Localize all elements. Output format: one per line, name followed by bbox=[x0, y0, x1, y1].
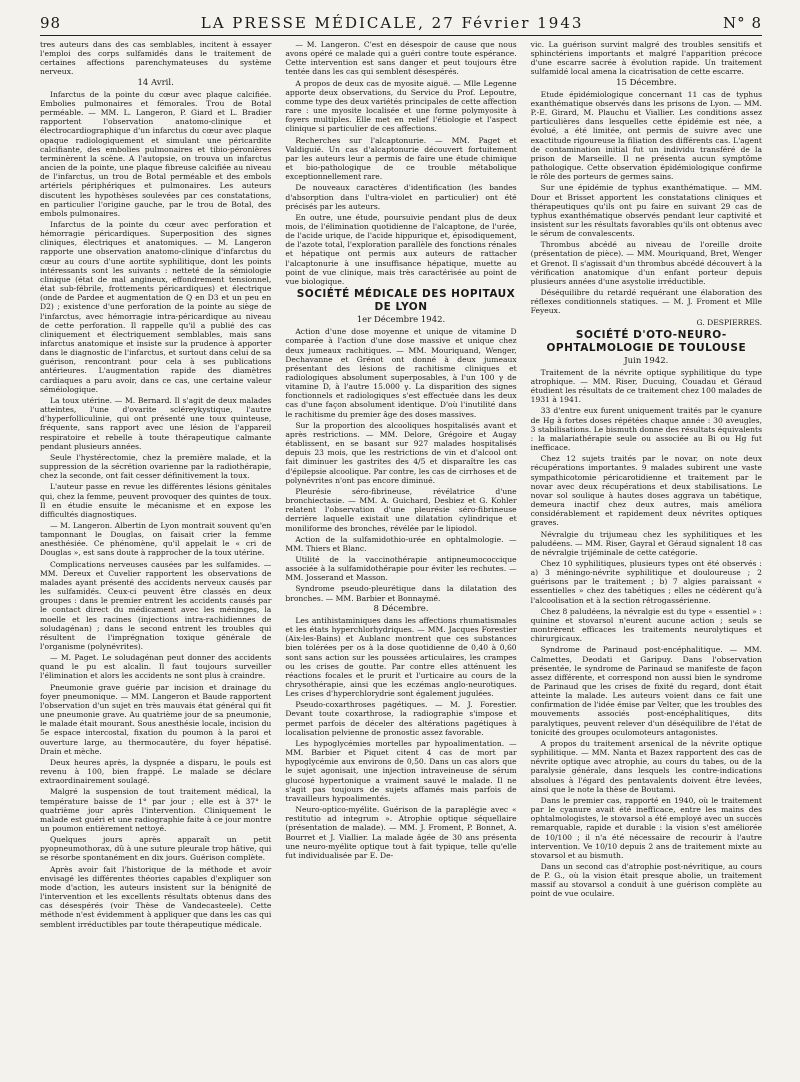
session-date: 14 Avril. bbox=[137, 77, 174, 88]
article-paragraph: A propos du traitement arsenical de la névrite optique syphilitique. — MM. Nanta et Bazex rapportent des cas de névrite optique avec atrophie, au cours du tabes, ou de la paralysie générale, dans lesquels les contre-indications absolues à l'égard des pentavalents doivent être levées, ainsi que le note la thèse de Boutami. bbox=[530, 738, 762, 794]
article-paragraph: A propos de deux cas de myosite aiguë. — Mlle Legenne apporte deux observations, du Service du Prof. Lepoutre, comme type des deux variétés principales de cette affection rare : une myosite localisée et une forme polymyosite à foyers multiples. Elle met en relief l'étiologie et l'aspect clinique si particulier de ces affections. bbox=[285, 78, 517, 134]
article-paragraph: Infarctus de la pointe du cœur avec perforation et hémorragie péricardiques. Superposition des signes cliniques, électriques et anatomiques. — M. Langeron rapporte une observation anatomo-clinique d'infarctus du cœur au cours d'une aortite syphilitique, dont les points intéressants sont les suivants : netteté de la sémiologie clinique (état de mal angineux, effondrement tensionnel, état sub-fébrile, frottements péricardiques) et électrique (onde de Pardee et augmentation de Q en D3 et un peu en D2) ; existence d'une perforation de la pointe au siège de l'infarctus, avec hémorragie intra-péricardique au niveau de cette perforation. Il rappelle qu'il a publié des cas cliniquement et électriquement semblables, mais sans infarctus anatomique et insiste sur la prudence à apporter dans le diagnostic de l'infarctus, et surtout dans celui de sa guérison, rencontrant pour cela à ses publications antérieures. L'augmentation rapide des diamètres cardiaques a paru avoir, dans ce cas, une certaine valeur séméiologique. bbox=[40, 219, 272, 394]
journal-title: LA PRESSE MÉDICALE, 27 Février 1943 bbox=[200, 14, 584, 32]
article-paragraph: 33 d'entre eux furent uniquement traités par le cyanure de Hg à fortes doses répétées chaque année : 30 aveugles, 3 stabilisations. Le bismuth donne des résultats équivalents : la malariathérapie seule ou associée au Bi ou Hg fut inefficace. bbox=[530, 406, 762, 453]
article-paragraph: Déséquilibre du retardé requérant une élaboration des réflexes conditionnels statiques. — M. J. Froment et Mlle Feyeux. bbox=[530, 288, 762, 316]
article-paragraph: Après avoir fait l'historique de la méthode et avoir envisagé les différentes théories capables d'expliquer son mode d'action, les auteurs insistent sur la bénignité de l'intervention et les excellents résultats obtenus dans des cas désespérés (voir Thèse de Vandecasteele). Cette méthode n'est évidemment à appliquer que dans les cas qui semblent irréductibles par toute thérapeutique médicale. bbox=[40, 864, 272, 929]
column-middle bbox=[285, 40, 516, 931]
article-paragraph: Complications nerveuses causées par les sulfamides. — MM. Dereux et Cuvelier rapportent les observations de malades ayant présenté des accidents nerveux causés par les sulfamidés. Ceux-ci peuvent être classés en deux groupes : dans le premier entrent les accidents causés par le contact direct du médicament avec les méninges, la moelle et les racines (injections intra-rachidiennes de soludagénan) ; dans le second entrent les troubles qui résultent de l'imprégnation toxique générale de l'organisme (polynévrites). bbox=[40, 559, 272, 651]
article-paragraph: Chez 12 sujets traités par le novar, on note deux récupérations importantes. 9 malades subirent une vaste sympathicotomie péricarotidienne et traitement par le novar avec deux récupérations et deux stabilisations. Le novar sol soulique à hautes doses aggrava un tabétique, demeura inactif chez deux autres, mais améliora considérablement et rapidement deux névrites optiques graves. bbox=[530, 454, 762, 528]
article-paragraph: Quelques jours après apparaît un petit pyopneumothorax, dû à une suture pleurale trop hâtive, qui se résorbe spontanément en dix jours. Guérison complète. bbox=[40, 835, 272, 863]
article-paragraph: En outre, une étude, poursuivie pendant plus de deux mois, de l'élimination quotidienne de l'alcaptone, de l'urée, de l'acide urique, de l'acide hippurique et, épisodiquement, de l'azote total, l'exploration parallèle des fonctions rénales et hépatique ont permis aux auteurs de rattacher l'alcaptonurie à une insuffisance hépatique, muette au point de vue clinique, mais très caractérisée au point de vue biologique. bbox=[285, 212, 517, 286]
article-paragraph: Deux heures après, la dyspnée a disparu, le pouls est revenu à 100, bien frappé. Le malade se déclare extraordinairement soulagé. bbox=[40, 757, 272, 786]
article-paragraph: Chez 10 syphilitiques, plusieurs types ont été observés : a) 3 méningo-névrite syphilitique et douloureuse ; 2 guérisons par le traitement ; b) 7 algies paraissant « essentielles » chez des tabétiques ; elles ne cédèrent qu'à l'alcoolisation et à la section rétrogassérienne. bbox=[530, 558, 762, 605]
article-paragraph: Syndrome de Parinaud post-encéphalitique. — MM. Calmettes, Deodati et Garipuy. Dans l'observation présentée, le syndrome de Parinaud se manifeste de façon assez différente, et correspond non aussi bien le syndrome de Parinaud que les crises de fixité du regard, dont était atteinte la malade. Les auteurs voient dans ce fait une confirmation de l'idée émise par Velter, que les troubles des mouvements associés post-encéphalitiques, dits paralytiques, peuvent relever d'un déséquilibre de l'état de tonicité des groupes oculomoteurs antagonistes. bbox=[530, 645, 762, 737]
article-paragraph: Etude épidémiologique concernant 11 cas de typhus exanthématique observés dans les prisons de Lyon. — MM. P.-E. Girard, M. Plauchu et Viallier. Les conditions assez particulières dans lesquelles cette épidémie est née, a évolué, a été limitée, ont permis de suivre avec une exactitude rigoureuse la filiation des différents cas. L'agent de contamination initial fut un individu transféré de la prison de Marseille. Il ne présenta aucun symptôme pathologique. Cette observation épidémiologique confirme le rôle des porteurs de germes sains. bbox=[530, 89, 762, 182]
article-paragraph: Neuro-optico-myélite. Guérison de la paraplégie avec « restitutio ad integrum ». Atrophie optique séquellaire (présentation de malade). — MM. J. Froment, P. Bonnet, A. Bourret et J. Viallier. La malade âgée de 30 ans présenta une neuro-myélite optique tout à fait typique, telle qu'elle fut individualisée par E. De- bbox=[285, 805, 517, 860]
author-signature: G. DESPIERRES. bbox=[696, 317, 762, 327]
society-heading: SOCIÉTÉ MÉDICALE DES HOPITAUX DE LYON bbox=[296, 288, 516, 314]
session-date: 15 Décembre. bbox=[616, 77, 677, 88]
article-paragraph: Pneumonie grave guérie par incision et drainage du foyer pneumonique. — MM. Langeron et Baude rapportent l'observation d'un sujet en très mauvais état général qui fit une pneumonie grave. Au quatrième jour de sa pneumonie, le malade était mourant. Sous anesthésie locale, incision du 5e espace intercostal, fixation du poumon à la paroi et ouverture large, au thermocautère, du foyer hépatisé. Drain et mèche. bbox=[40, 682, 272, 756]
article-paragraph: Névralgie du trijumeau chez les syphilitiques et les paludéens. — MM. Riser, Gayral et Géraud signalent 18 cas de névralgie trijéminale de cette catégorie. bbox=[530, 529, 762, 557]
column-left bbox=[40, 40, 271, 931]
page-number: 98 bbox=[40, 14, 62, 32]
article-paragraph: Les hypoglycémies mortelles par hypoalimentation. — MM. Barbier et Piquet citent 4 cas de mort par hypoglycémie aux environs de 0,50. Dans un cas alors que le sujet agonisait, une injection intraveineuse de sérum glucosé hypertonique a vraiment sauvé le malade. Il ne s'agit pas toujours de sujets affamés mais parfois de travailleurs hypoalimentés. bbox=[285, 738, 517, 803]
article-paragraph: — M. Langeron. Albertin de Lyon montrait souvent qu'en tamponnant le Douglas, on faisait crier la femme anesthésiée. Ce phénomène, qu'il appelait le « cri de Douglas », est sans doute à rapprocher de la toux utérine. bbox=[40, 520, 272, 558]
article-paragraph: tres auteurs dans des cas semblables, incitent à essayer l'emploi des corps sulfamidés dans le traitement de certaines affections parenchymateuses du système nerveux. bbox=[40, 40, 272, 77]
article-paragraph: Syndrome pseudo-pleurétique dans la dilatation des bronches. — MM. Barbier et Bonnaymé. bbox=[285, 584, 517, 603]
society-heading: SOCIÉTÉ D'OTO-NEURO-OPHTALMOLOGIE DE TOULOUSE bbox=[546, 328, 747, 354]
article-paragraph: Sur une épidémie de typhus exanthématique. — MM. Dour et Brisset apportent les constatations cliniques et thérapeutiques qu'ils ont pu faire en suivant 29 cas de typhus exanthématique observés pendant leur captivité et insistent sur les résultats favorables qu'ils ont obtenus avec le sérum de convalescents. bbox=[530, 183, 762, 239]
session-date: Juin 1942. bbox=[624, 355, 669, 366]
article-paragraph: Les antihistaminiques dans les affections rhumatismales et les états hyperchlorhydriques. — MM. Jacques Forestier (Aix-les-Bains) et Aublanc montrent que ces substances bien tolérées per os à la dose quotidienne de 0,40 à 0,60 sont sans action sur les poussées articulaires, les crampes ou les crises de goutte. Par contre elles atténuent les réactions focales et le prurit et l'urticaire au cours de la chrysothérapie, ainsi que les eczémas anglo-neurotiques. Les crises d'hyperchlorydrie sont également jugulées. bbox=[285, 615, 517, 699]
article-paragraph: Thrombus abcédé au niveau de l'oreille droite (présentation de pièce). — MM. Mouriquand, Bret, Wenger et Grenot. Il s'agissait d'un thrombus abcédé découvert à la vérification anatomique d'un enfant porteur depuis plusieurs années d'une asystolie irréductible. bbox=[530, 240, 762, 286]
article-paragraph: Pseudo-coxarthroses pagétiques. — M. J. Forestier. Devant toute coxarthrose, la radiographie s'impose et permet parfois de déceler des altérations pagétiques à localisation pelvienne de pronostic assez favorable. bbox=[285, 700, 517, 737]
article-paragraph: De nouveaux caractères d'identification (les bandes d'absorption dans l'ultra-violet en particulier) ont été précisés par les auteurs. bbox=[285, 183, 517, 211]
session-date: 8 Décembre. bbox=[373, 603, 429, 614]
article-paragraph: Recherches sur l'alcaptonurie. — MM. Paget et Valdiguié. Un cas d'alcaptonurie découvert fortuitement par les auteurs leur a permis de faire une étude chimique et bio-pathologique de ce trouble métabolique exceptionnellement rare. bbox=[285, 135, 517, 182]
column-right bbox=[531, 40, 762, 931]
article-paragraph: Traitement de la névrite optique syphilitique du type atrophique. — MM. Riser, Ducuing, Couadau et Géraud étudient les résultats de ce traitement chez 100 malades de 1931 à 1941. bbox=[530, 367, 762, 405]
article-paragraph: Chez 8 paludéens, la névralgie est du type « essentiel » : quinine et stovarsol n'eurent aucune action ; seuls se montrèrent efficaces les traitements neurolytiques et chirurgicaux. bbox=[530, 606, 762, 644]
issue-number: N° 8 bbox=[723, 14, 762, 32]
article-paragraph: Malgré la suspension de tout traitement médical, la température baisse de 1° par jour ; elle est à 37° le quatrième jour après l'intervention. Cliniquement le malade est guéri et une radiographie faite à ce jour montre un poumon entièrement nettoyé. bbox=[40, 787, 272, 833]
article-paragraph: — M. Paget. Le soludagénan peut donner des accidents quand le pu est alcalin. Il faut toujours surveiller l'élimination et alors les accidents ne sont plus à craindre. bbox=[40, 653, 272, 681]
article-paragraph: La toux utérine. — M. Bernard. Il s'agit de deux malades atteintes, l'une d'ovarite scléreykystique, l'autre d'hyperfolliculinie, qui ont présenté une toux quinteuse, fréquente, sans rapport avec une lésion de l'appareil respiratoire et rebelle à toute thérapeutique calmante pendant plusieurs années. bbox=[40, 395, 272, 451]
article-paragraph: vic. La guérison survint malgré des troubles sensitifs et sphinctériens importants et malgré l'apparition précoce d'une escarre sacrée à évolution rapide. Un traitement sulfamidé local amena la cicatrisation de cette escarre. bbox=[530, 40, 762, 77]
article-paragraph: Action d'une dose moyenne et unique de vitamine D comparée à l'action d'une dose massive et unique chez deux jumeaux rachitiques. — MM. Mouriquand, Wenger, Dechavanne et Grénot ont donné à deux jumeaux présentant des lésions de rachitisme cliniques et radiologiques absolument superposables, à l'un 100 γ de vitamine D, à l'autre 15.000 γ. La disparition des signes fonctionnels et radiologiques s'est effectuée dans les deux cas d'une façon absolument identique. D'où l'inutilité dans le rachitisme du premier âge des doses massives. bbox=[285, 327, 517, 419]
article-paragraph: L'auteur passe en revue les différentes lésions génitales qui, chez la femme, peuvent provoquer des quintes de toux. Il en étudie ensuite le mécanisme et en expose les difficultés diagnostiques. bbox=[40, 482, 272, 519]
article-paragraph: Action de la sulfamidothio-urée en ophtalmologie. — MM. Thiers et Blanc. bbox=[285, 534, 517, 553]
article-paragraph: Pleurésie séro-fibrineuse, révélatrice d'une bronchiectasie. — MM. A. Guichard, Desbiez et G. Kohler relatent l'observation d'une pleurésie séro-fibrineuse derrière laquelle existait une dilatation cylindrique et moniliforme des bronches, révélée par le lipiodol. bbox=[285, 486, 517, 533]
article-paragraph: Sur la proportion des alcooliques hospitalisés avant et après restrictions. — MM. Delore, Grégoire et Augay établissent, en se basant sur 927 malades hospitalisés depuis 23 mois, que les restrictions de vin et d'alcool ont fait diminuer les gastrites des 4/5 et disparaître les cas d'épilepsie alcoolique. Par contre, les cas de cirrhoses et de polynévrites n'ont pas encore diminué. bbox=[285, 420, 517, 485]
article-paragraph: Utilité de la vaccinothérapie antipneumococcique associée à la sulfamidothérapie pour éviter les rechutes. — MM. Josserand et Masson. bbox=[285, 554, 517, 583]
columns bbox=[40, 40, 762, 931]
article-paragraph: Dans le premier cas, rapporté en 1940, où le traitement par le cyanure avait été inefficace, entre les mains des ophtalmologistes, le stovarsol a été employé avec un succès remarquable, rapide et durable : la vision s'est améliorée de 10/100 ; il n'a été nécessaire de recourir à l'autre intervention. Ve 10/10 depuis 2 ans de traitement mixte au stovarsol et au bismuth. bbox=[530, 795, 762, 860]
article-paragraph: — M. Langeron. C'est en désespoir de cause que nous avons opéré ce malade qui a guéri contre toute espérance. Cette intervention est sans danger et peut toujours être tentée dans les cas qui semblent désespérés. bbox=[285, 40, 517, 77]
article-paragraph: Seule l'hystérectomie, chez la première malade, et la suppression de la sécrétion ovarienne par la radiothérapie, chez la seconde, ont fait cesser définitivement la toux. bbox=[40, 452, 272, 481]
article-paragraph: Infarctus de la pointe du cœur avec plaque calcifiée. Embolies pulmonaires et fémorales. Trou de Botal perméable. — MM. L. Langeron, P. Giard et L. Bradier rapportent l'observation anatomo-clinique et électrocardiographique d'un infarctus du cœur avec plaque opaque radiologiquement et simulant une péricardite calcifiante, des embolies pulmonaires et tibio-péronières terminèrent la scène. A l'autopsie, on trouva un infarctus ancien de la pointe, une plaque fibreuse calcifiée au niveau de l'infarctus, un trou de Botal perméable et des embols artériels périphériques et pulmonaires. Les auteurs discutent les hypothèses soulevées par ces constatations, en particulier l'origine gauche, par le trou de Botal, des embols pulmonaires. bbox=[40, 89, 272, 218]
session-date: 1er Décembre 1942. bbox=[356, 315, 446, 326]
page-header bbox=[40, 14, 762, 36]
article-paragraph: Dans un second cas d'atrophie post-névritique, au cours de P. G., où la vision était presque abolie, un traitement massif au stovarsol a conduit à une guérison complète au point de vue oculaire. bbox=[530, 861, 762, 899]
